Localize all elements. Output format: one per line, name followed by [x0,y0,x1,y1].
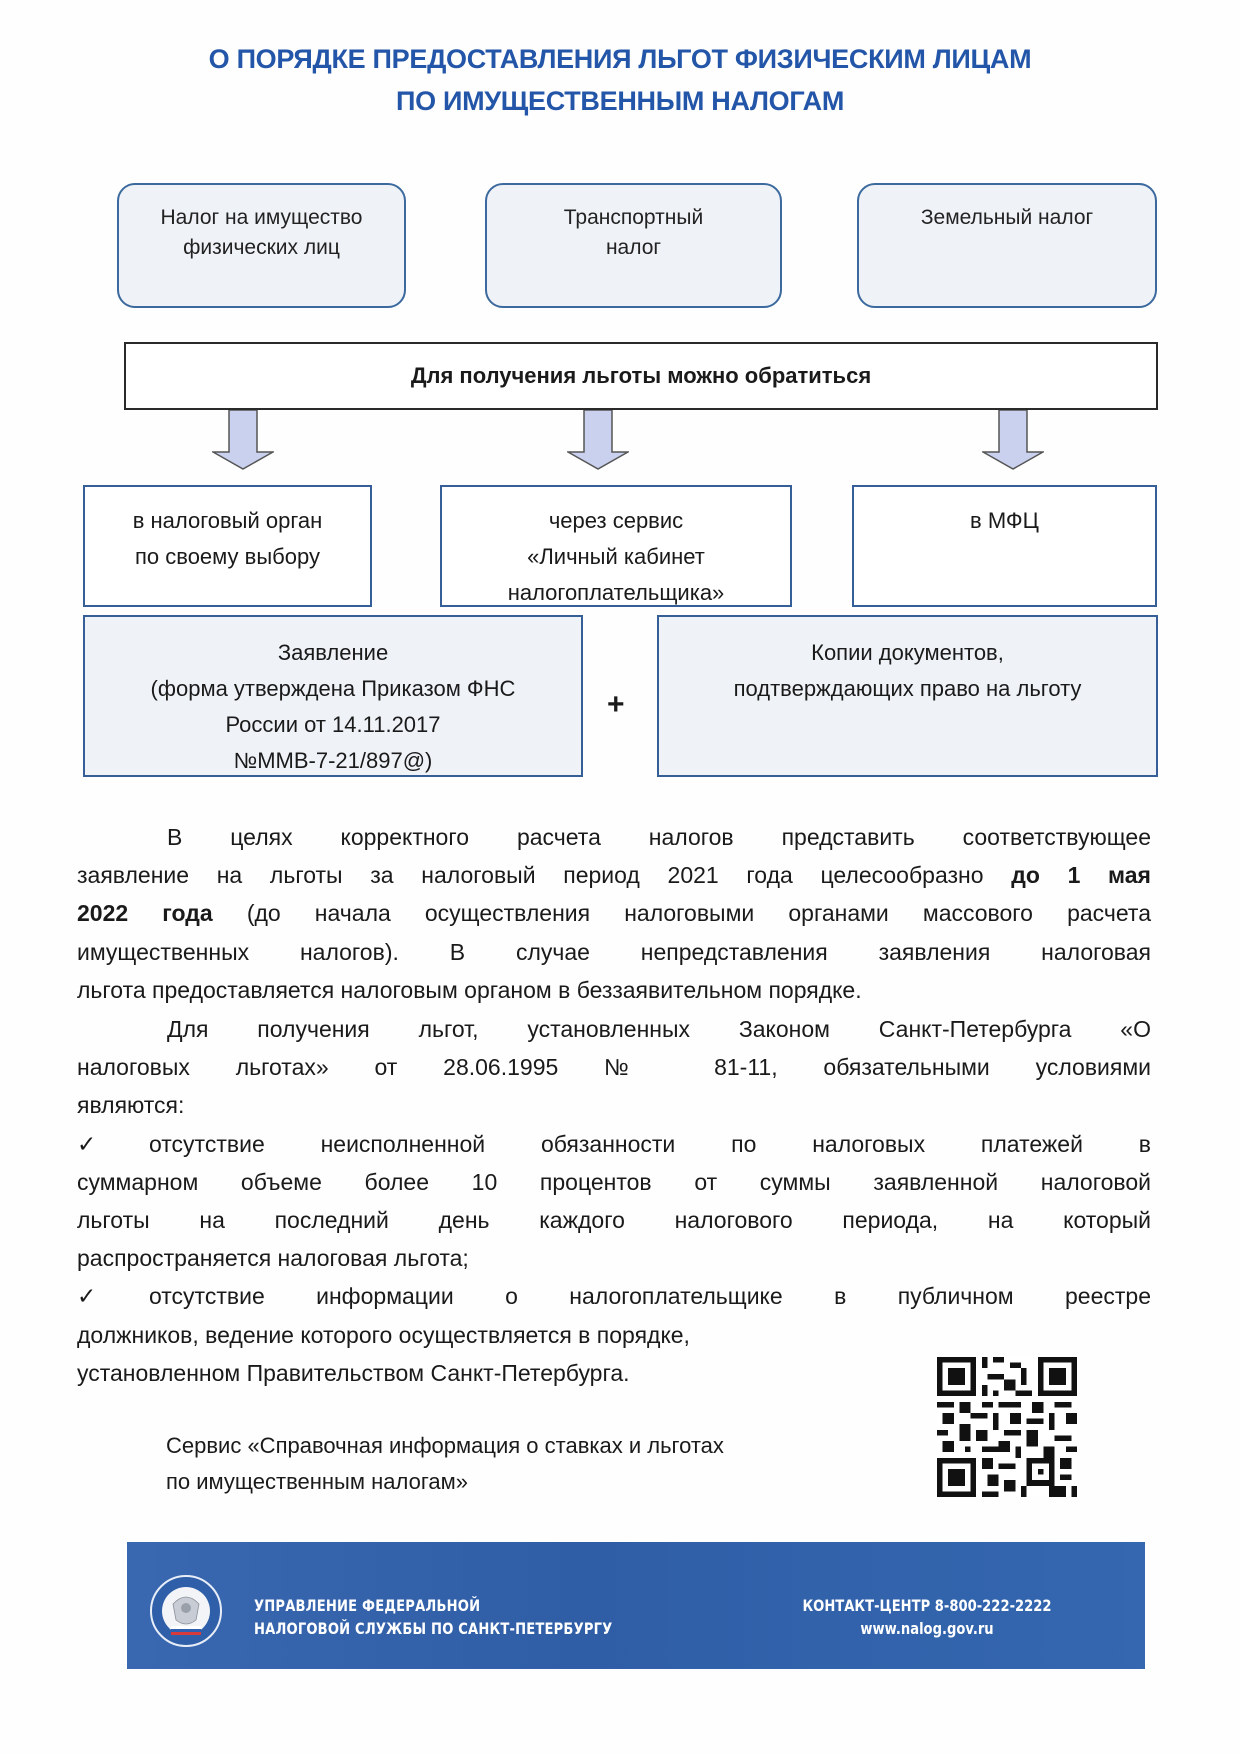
down-arrow-icon [982,410,1044,470]
tax-label-line: Транспортный [563,206,704,229]
text-line: Для получения льгот, установленных Законом Санкт-Петербурга «О [167,1016,1151,1042]
paragraph-conditions [77,1010,1151,1392]
text-span: (до начала осуществления налоговыми органами массового расчета [212,900,1151,927]
condition-1-line: суммарном объеме более 10 процентов от суммы заявленной налоговой [77,1168,1151,1195]
check-mark-icon: ✓ [77,1130,97,1157]
contact-center-phone: КОНТАКТ-ЦЕНТР 8-800-222-2222 [802,1596,1052,1615]
option-mfc [852,485,1157,607]
option-line: в МФЦ [970,508,1039,533]
service-line: Сервис «Справочная информация о ставках и льготах [166,1433,724,1458]
apply-header-box: Для получения льготы можно обратиться [124,342,1158,410]
copies-line: подтверждающих право на льготу [733,676,1082,701]
fns-emblem-icon [149,1574,223,1648]
organization-name [254,1594,612,1640]
option-line: по своему выбору [135,544,320,569]
option-line: через сервис [548,508,684,533]
service-caption [166,1428,724,1500]
org-line: НАЛОГОВОЙ СЛУЖБЫ ПО САНКТ-ПЕТЕРБУРГУ [254,1619,613,1638]
down-arrow-icon [567,410,629,470]
option-line: в налоговый орган [132,508,323,533]
condition-2-line [77,1277,1151,1315]
option-line: налогоплательщика» [507,580,725,605]
option-line: «Личный кабинет [527,544,705,569]
text-line: В целях корректного расчета налогов представить соответствующее [167,824,1151,850]
contact-block [792,1594,1063,1640]
text-span: отсутствие информации о налогоплательщике в публичном реестре [149,1283,1151,1310]
text-line: имущественных налогов). В случае непредставления заявления налоговая [77,938,1151,965]
condition-2-line: установленном Правительством Санкт-Петербурга. [77,1359,630,1386]
check-mark-icon: ✓ [77,1283,97,1310]
copies-line: Копии документов, [811,640,1004,665]
copies-box [657,615,1158,777]
website-link[interactable]: www.nalog.gov.ru [860,1619,994,1638]
footer-band [127,1542,1145,1669]
service-line: по имущественным налогам» [166,1469,468,1494]
deadline-bold: до 1 мая [1011,862,1151,889]
option-tax-office [83,485,372,607]
tax-box-property [117,183,406,308]
deadline-bold: 2022 года [77,900,213,927]
condition-1-line: льготы на последний день каждого налогового периода, на который [77,1206,1151,1233]
text-span: заявление на льготы за налоговый период 2021 года целесообразно [77,862,1012,889]
statement-line: №ММВ-7-21/897@) [233,748,433,773]
condition-1-line: распространяется налоговая льгота; [77,1245,469,1272]
down-arrow-icon [212,410,274,470]
condition-2-line: должников, ведение которого осуществляется в порядке, [77,1321,690,1348]
tax-label-line: Земельный налог [920,206,1094,229]
tax-label-line: физических лиц [183,236,340,259]
text-line: налоговых льготах» от 28.06.1995 № 81-11, обязательными условиями [77,1054,1151,1081]
plus-sign: + [607,688,625,721]
tax-box-transport [485,183,782,308]
page-title-line-2: ПО ИМУЩЕСТВЕННЫМ НАЛОГАМ [395,86,845,116]
statement-line: (форма утверждена Приказом ФНС [150,676,516,701]
org-line: УПРАВЛЕНИЕ ФЕДЕРАЛЬНОЙ [254,1596,481,1615]
text-line: являются: [77,1092,185,1119]
condition-1-line [77,1125,1151,1163]
statement-line: Заявление [277,640,389,665]
paragraph-deadline [77,818,1151,1009]
tax-label-line: Налог на имущество [160,206,363,229]
text-line: льгота предоставляется налоговым органом в беззаявительном порядке. [77,976,862,1003]
text-line [77,856,1151,894]
statement-box [83,615,583,777]
tax-box-land [857,183,1157,308]
text-line [77,894,1151,932]
tax-label-line: налог [605,236,662,259]
option-personal-cabinet [440,485,792,607]
qr-code-icon[interactable] [937,1357,1077,1497]
statement-line: России от 14.11.2017 [225,712,441,737]
page-title-line-1: О ПОРЯДКЕ ПРЕДОСТАВЛЕНИЯ ЛЬГОТ ФИЗИЧЕСКИМ ЛИЦАМ [208,44,1032,74]
text-span: отсутствие неисполненной обязанности по налоговых платежей в [149,1130,1151,1157]
